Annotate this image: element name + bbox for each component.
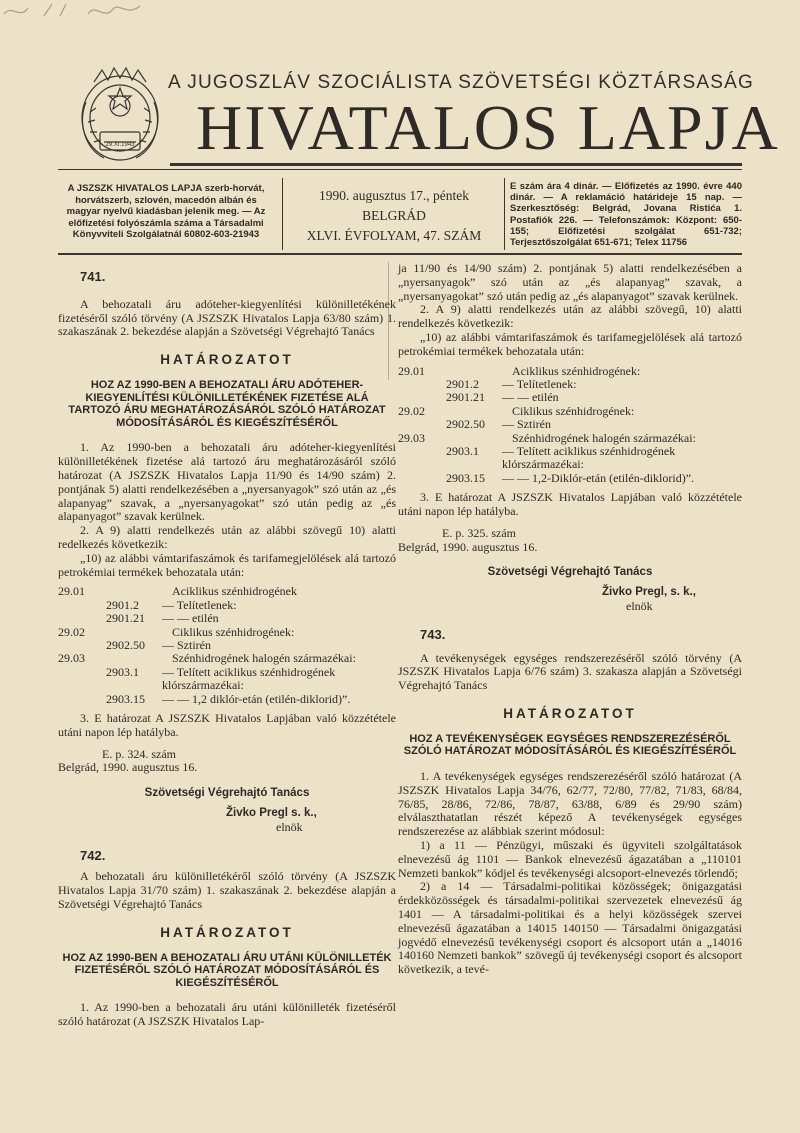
table-row xyxy=(58,599,396,612)
tariff-table-742 xyxy=(398,365,742,486)
decree-title-741: HOZ AZ 1990-BEN A BEHOZATALI ÁRU ADÓTEHER-KIEGYENLÍTÉSI KÜLÖNILLETÉKÉNEK FIZETÉSE ALÁ TARTOZÓ ÁRU MEGHATÁROZÁSÁRÓL SZÓLÓ HATÁROZAT MÓDOSÍTÁSÁRÓL ÉS KIEGÉSZÍTÉSÉRŐL xyxy=(68,378,386,429)
table-cell: Aciklikus szénhidrogének xyxy=(172,584,297,599)
table-row xyxy=(58,666,396,693)
table-cell: 29.03 xyxy=(58,651,85,666)
table-cell: 29.01 xyxy=(58,584,85,599)
handwritten-mark xyxy=(0,0,160,22)
point-2-741: 2. A 9) alatti rendelkezés után az alábbi szövegű 10) alatti redelkezés következik: xyxy=(58,523,396,551)
point-1-742: 1. Az 1990-ben a behozatali áru utáni különilleték fizetéséről szóló határozat (A JSZSZK Hivatalos Lap- xyxy=(58,1000,396,1029)
state-emblem-icon xyxy=(74,62,166,166)
table-row xyxy=(398,445,742,472)
column-divider xyxy=(388,262,389,380)
point-2-quote-741: „10) az alábbi vámtarifaszámok és tarifamegjelölések alá tartozó petrokémiai termékek behozatala után: xyxy=(58,550,396,579)
decree-title-743: HOZ A TEVÉKENYSÉGEK EGYSÉGES RENDSZEREZÉSÉRŐL SZÓLÓ HATÁROZAT MÓDOSÍTÁSÁRÓL ÉS KIEGÉSZÍTÉSÉRŐL xyxy=(403,732,737,758)
preamble-742: A behozatali áru különilletékéről szóló törvény (A JSZSZK Hivatalos Lapja 31/70 szám) 1. szakaszának 2. bekezdése alapján a Szövetségi Végrehajtó Tanács xyxy=(58,869,396,911)
table-cell: 29.01 xyxy=(398,363,425,378)
table-row xyxy=(398,418,742,431)
table-cell: 29.02 xyxy=(398,403,425,418)
language-editions-note: A JSZSZK HIVATALOS LAPJA szerb-horvát, horvátszerb, szlovén, macedón albán és magyar nyelvű kiadásban jelenik meg. — Az előfizetési folyószámla száma a Társadalmi Könyvviteli Szolgálatnál 60802-603-21943 xyxy=(66,183,266,241)
point-2-742: 2. A 9) alatti rendelkezés után az alábbi szövegű, 10) alatti rendelkezés következik: xyxy=(398,302,742,331)
issue-city: BELGRÁD xyxy=(362,208,426,223)
place-date-741: Belgrád, 1990. augusztus 16. xyxy=(58,760,198,775)
tariff-table-741 xyxy=(58,585,396,706)
table-row xyxy=(58,693,396,706)
table-cell: — Telített aciklikus szénhidrogének klórszármazékai: xyxy=(162,664,336,693)
signatory-name-741: Živko Pregl s. k., xyxy=(226,806,317,819)
table-cell: — Sztirén xyxy=(162,637,211,652)
point-1-743: 1. A tevékenységek egységes rendszerezéséről szóló határozat (A JSZSZK Hivatalos Lapja 34/76, 62/77, 72/80, 77/82, 71/83, 68/84, 76/85, 28/86, 72/86, 78/87, 63/88, 6/89 és 29/90 szám) elválaszthatatlan részét képező A tevékenységek egységes rendszerezése az alábbiak szerint módosul: xyxy=(398,768,742,839)
info-divider-right xyxy=(504,178,505,250)
table-row xyxy=(398,391,742,404)
table-cell xyxy=(456,405,512,418)
point-1-1-743: 1) a 11 — Pénzügyi, műszaki és ügyviteli szolgáltatások elnevezésű ág 1101 — Bankok elnevezésű ágazatában a „110101 Nemzeti bankok” kódjel és tevékenységi alcsoport-elnevezés törlendő; xyxy=(398,837,742,880)
point-1-741: 1. Az 1990-ben a behozatali áru adóteher-kiegyenlítési különilletékének fizetése alá tartozó áru meghatározásáról szóló határozat (A JSZSZK Hivatalos Lapja 11/90 és 14/90 szám) 2. pontjának 5) alatti rendelkezésében a „nyersanyagok” szó után az „és alapanyag” szavak, a „nyersanyagokat” szó után pedig az „és alapanyagot” szavak kerülnek. xyxy=(58,440,396,524)
table-row xyxy=(58,652,396,665)
signatory-body-742: Szövetségi Végrehajtó Tanács xyxy=(487,566,653,579)
point-3-741: 3. E határozat A JSZSZK Hivatalos Lapjában való közzététele utáni napon lép hatályba. xyxy=(58,710,396,739)
table-cell: — — 1,2-Diklór-etán (etilén-diklorid)”. xyxy=(502,470,695,485)
signatory-name-742: Živko Pregl, s. k., xyxy=(602,586,696,599)
point-2-quote-742: „10) az alábbi vámtarifaszámok és tarifamegjelölések alá tartozó petrokémiai termékek behozatala után: xyxy=(398,329,742,358)
table-cell: 2903.1 xyxy=(446,444,479,459)
table-row xyxy=(398,472,742,485)
table-cell: — Telítetlenek: xyxy=(502,376,577,391)
decree-number-742: 742. xyxy=(80,847,106,863)
table-cell: 2903.1 xyxy=(106,664,139,679)
signatory-role-742: elnök xyxy=(626,599,653,614)
preamble-741: A behozatali áru adóteher-kiegyenlítési különilletékének fizetéséről szóló törvény (A JSZSZK Hivatalos Lapja 63/80 szám) 1. szakaszának 2. bekezdése alapján a Szövetségi Végrehajtó Tanács xyxy=(58,296,396,339)
table-row xyxy=(58,612,396,625)
table-row xyxy=(398,365,742,378)
masthead-rule-thin xyxy=(58,169,742,170)
table-cell: — — 1,2 diklór-etán (etilén-diklorid)”. xyxy=(162,691,351,706)
place-date-742: Belgrád, 1990. augusztus 16. xyxy=(398,539,538,554)
continuation-742: ja 11/90 és 14/90 szám) 2. pontjának 5) alatti rendelkezésében a „nyersanyagok” szó után az „és alapanyag” szavak, a „nyersanyagokat” szó után pedig az „és alapanyagot” szavak kerülnek. xyxy=(398,261,742,303)
left-column xyxy=(58,262,396,1029)
issue-info xyxy=(288,186,500,246)
table-cell: Szénhidrogének halogén származékai: xyxy=(512,430,696,445)
signatory-role-741: elnök xyxy=(276,819,303,834)
table-row xyxy=(58,626,396,639)
gazette-title: HIVATALOS LAPJA xyxy=(196,92,780,163)
signatory-body-741: Szövetségi Végrehajtó Tanács xyxy=(144,787,310,800)
issue-date: 1990. augusztus 17., péntek xyxy=(319,188,469,203)
reference-number-741: E. p. 324. szám xyxy=(102,746,176,761)
table-cell: 2903.15 xyxy=(446,470,485,485)
table-cell: 2901.21 xyxy=(446,390,485,405)
table-cell: Ciklikus szénhidrogének: xyxy=(512,403,635,418)
table-row xyxy=(398,432,742,445)
table-row xyxy=(58,585,396,598)
info-divider-left xyxy=(282,178,283,250)
table-cell: 2902.50 xyxy=(106,637,145,652)
table-cell: 2902.50 xyxy=(446,417,485,432)
decree-title-742: HOZ AZ 1990-BEN A BEHOZATALI ÁRU UTÁNI KÜLÖNILLETÉK FIZETÉSÉRŐL SZÓLÓ HATÁROZAT MÓDOSÍTÁSÁRÓL ÉS KIEGÉSZÍTÉSÉRŐL xyxy=(62,951,392,989)
table-cell: — Telített aciklikus szénhidrogének klórszármazékai: xyxy=(502,444,676,472)
decision-heading-742: HATÁROZATOT xyxy=(160,924,294,940)
table-cell: Szénhidrogének halogén származékai: xyxy=(172,651,356,666)
decree-number-741: 741. xyxy=(80,269,106,284)
svg-text:29.XI.1943: 29.XI.1943 xyxy=(105,142,135,148)
table-cell: 2901.21 xyxy=(106,611,145,626)
right-column xyxy=(398,262,742,977)
table-cell: 2903.15 xyxy=(106,691,145,706)
preamble-743: A tevékenységek egységes rendszerezéséről szóló törvény (A JSZSZK Hivatalos Lapja 6/76 szám) 3. szakasza alapján a Szövetségi Végrehajtó Tanács xyxy=(398,650,742,693)
table-cell: Ciklikus szénhidrogének: xyxy=(172,624,295,639)
decree-number-743: 743. xyxy=(420,626,446,642)
republic-name: A JUGOSZLÁV SZOCIÁLISTA SZÖVETSÉGI KÖZTÁRSASÁG xyxy=(168,72,754,93)
table-cell: 29.03 xyxy=(398,430,425,445)
point-1-2-743: 2) a 14 — Társadalmi-politikai közösségek; önigazgatási érdekközösségek és társadalmi-politikai szervezetek elnevezésű ág 1401 — A társadalmi-politikai és a helyi közösségek szervei elnevezésű ágazatában a 14015 140150 — Társadalmi önigazgatási jogvédő elnevezésű tevékenységi csoport és alcsoport után a „14016 140160 Nemzeti bankok” szövegű új tevékenységi csoport és alcsoport következik, a tevé- xyxy=(398,879,742,977)
info-rule-bottom xyxy=(58,253,742,255)
table-cell: — Sztirén xyxy=(502,417,551,432)
price-contact-note: E szám ára 4 dinár. — Előfizetés az 1990. évre 440 dinár. — A reklamáció határideje 15 nap. — Szerkesztőség: Belgrád, Jovana Ristića 1. Postafiók 226. — Telefonszámok: Központ: 650-155; Előfizetési szolgálat 651-732; Terjesztőszolgálat 651-671; Telex 11756 xyxy=(510,181,742,249)
table-cell: — — etilén xyxy=(502,390,559,405)
table-cell xyxy=(116,626,172,639)
decision-heading-743: HATÁROZATOT xyxy=(503,706,637,721)
issue-volume: XLVI. ÉVFOLYAM, 47. SZÁM xyxy=(306,228,482,243)
reference-number-742: E. p. 325. szám xyxy=(442,525,516,540)
table-row xyxy=(398,405,742,418)
table-row xyxy=(58,639,396,652)
point-3-742: 3. E határozat A JSZSZK Hivatalos Lapjában való közzététele utáni napon lép hatályba. xyxy=(398,490,742,519)
table-cell: 2901.2 xyxy=(106,597,139,612)
table-cell xyxy=(116,585,172,598)
table-cell: Aciklikus szénhidrogének: xyxy=(512,363,641,378)
table-cell xyxy=(456,432,512,445)
decision-heading-741: HATÁROZATOT xyxy=(160,352,294,368)
table-cell: — Telítetlenek: xyxy=(162,597,237,612)
table-cell xyxy=(456,365,512,378)
table-cell xyxy=(116,652,172,665)
table-cell: 2901.2 xyxy=(446,376,479,391)
table-cell: — — etilén xyxy=(162,611,219,626)
table-row xyxy=(398,378,742,391)
masthead-rule-top xyxy=(170,163,742,166)
table-cell: 29.02 xyxy=(58,624,85,639)
